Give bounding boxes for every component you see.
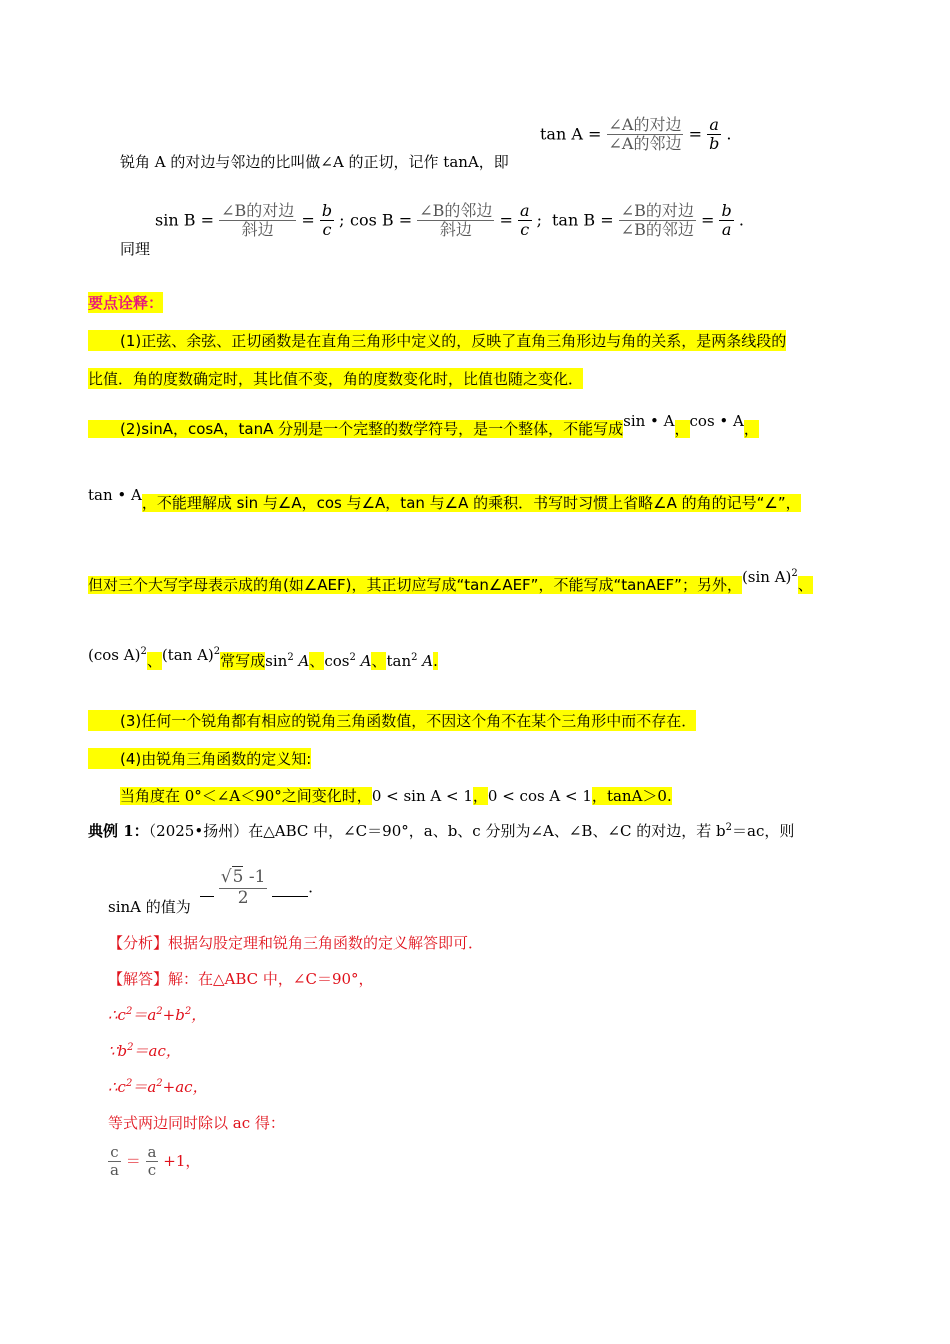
tan-A-word-fraction: $\frac{\text{∠A的对边}}{\text{∠A的邻边}}$ — [608, 115, 682, 154]
solution-step-5: $\frac{c}{a}$ ＝ $\frac{a}{c}$ +1， — [110, 1143, 201, 1180]
note-3: (3)任何一个锐角都有相应的锐角三角函数值，不因这个角不在某个三角形中而不存在． — [88, 710, 696, 731]
tan-A-letter-fraction: $\frac{a}{b}$ — [709, 115, 720, 154]
example-1-answer: $\frac{√5 -1}{2}$ ． — [200, 868, 323, 908]
cos-B-formula: cos B = $\frac{\text{∠B的邻边}}{\text{斜边}}$ = $\frac{a}{c}$ ; — [350, 201, 543, 240]
note-2-line-2: tan • A，不能理解成 sin 与∠A，cos 与∠A，tan 与∠A 的乘积．书写时习惯上省略∠A 的角的记号“∠”， — [88, 486, 801, 512]
note-1-line-1: (1)正弦、余弦、正切函数是在直角三角形中定义的，反映了直角三角形边与角的关系，是两条线段的 — [88, 330, 786, 351]
note-4-ranges: 当角度在 0°＜∠A＜90°之间变化时，0 < sin A < 1，0 < cos A < 1，tanA＞0. — [120, 787, 672, 805]
solution-step-3: $\therefore c^2=a^2+ac$， — [108, 1078, 208, 1096]
example-1-question: sinA 的值为 — [108, 898, 191, 916]
solution-step-4: 等式两边同时除以 ac 得： — [108, 1114, 285, 1132]
fraction-a-over-c: $\frac{a}{c}$ — [147, 1143, 157, 1180]
tan-A-formula: tan A = $\frac{\text{∠A的对边}}{\text{∠A的邻边}}$ = $\frac{a}{b}$ . — [540, 115, 732, 154]
note-1-line-2: 比值．角的度数确定时，其比值不变，角的度数变化时，比值也随之变化． — [88, 370, 584, 388]
example-1-stem: 典例 1：（2025•扬州）在△ABC 中，∠C＝90°，a、b、c 分别为∠A、∠B、∠C 的对边，若 $b^2=ac$，则 — [88, 822, 795, 840]
notes-heading: 要点诠释： — [88, 294, 164, 312]
tan-B-formula: tan B = $\frac{\text{∠B的对边}}{\text{∠B的邻边}}$ = $\frac{b}{a}$ . — [552, 201, 744, 240]
analysis-text: 【分析】根据勾股定理和锐角三角函数的定义解答即可． — [108, 934, 484, 952]
note-2-line-4: (cos A)$^2$、(tan A)$^2$常写成$\sin^2 A$、$\cos^2 A$、$\tan^2 A$. — [88, 646, 438, 670]
note-4: (4)由锐角三角函数的定义知: — [88, 748, 311, 769]
note-2-line-1: (2)sinA，cosA，tanA 分别是一个完整的数学符号，是一个整体，不能写成sin • A，cos • A， — [88, 418, 759, 439]
solution-step-2: $\because b^2=ac$， — [108, 1042, 181, 1060]
solution-head: 【解答】解：在△ABC 中，∠C＝90°， — [108, 970, 374, 988]
sin-B-formula: sin B = $\frac{\text{∠B的对边}}{\text{斜边}}$ = $\frac{b}{c}$ ; — [155, 201, 345, 240]
solution-step-1: $\therefore c^2=a^2+b^2$， — [108, 1006, 207, 1024]
answer-fraction: $\frac{√5 -1}{2}$ — [220, 867, 266, 908]
note-2-line-3: 但对三个大写字母表示成的角(如∠AEF)，其正切应写成“tan∠AEF”，不能写成“tanAEF”；另外，(sin A)$^2$、 — [88, 568, 813, 594]
same-wise-label: 同理 — [120, 240, 151, 258]
sqrt-icon: √ — [220, 867, 232, 887]
fraction-c-over-a: $\frac{c}{a}$ — [110, 1143, 119, 1180]
tan-definition-text: 锐角 A 的对边与邻边的比叫做∠A 的正切，记作 tanA，即 — [120, 153, 509, 171]
